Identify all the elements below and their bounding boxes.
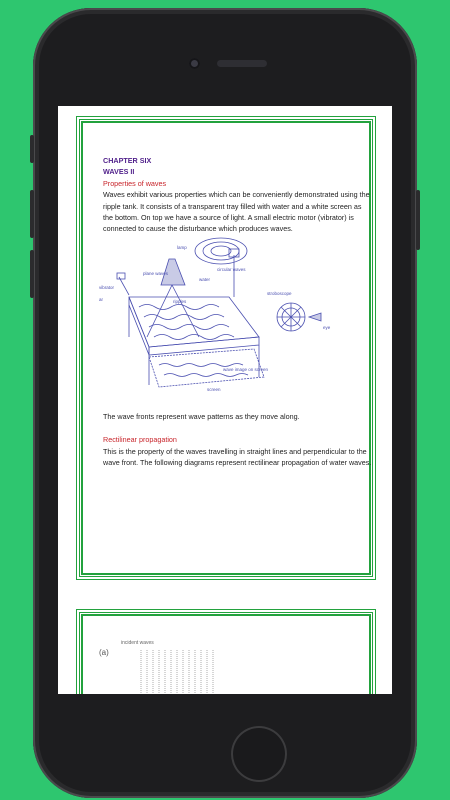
paragraph-wave-fronts: The wave fronts represent wave patterns as they move along. [103,412,300,421]
label-ar: ar [99,297,104,302]
incident-waves-diagram [121,638,231,694]
section-title: WAVES II [103,167,135,177]
label-circular-waves: circular waves [217,267,246,272]
label-incident-waves: incident waves [121,640,154,646]
figure-label-a: (a) [99,648,109,657]
heading-rectilinear: Rectilinear propagation [103,435,177,445]
volume-up-button[interactable] [30,190,34,238]
front-camera-icon [189,58,200,69]
chapter-label: CHAPTER SIX [103,156,152,165]
document-viewer[interactable] [58,106,392,694]
label-wave-image: wave image on screen [223,367,269,372]
paragraph-rectilinear: This is the property of the waves travelling in straight lines and perpendicular to the wave front. The following diagrams represent rectilinear propagation of water waves. [103,446,372,468]
label-screen: screen [207,387,221,392]
label-vibrator: vibrator [99,285,115,290]
label-stroboscope: stroboscope [267,291,292,296]
heading-properties: Properties of waves [103,178,167,188]
power-button[interactable] [416,190,420,250]
earpiece-speaker [217,60,267,67]
label-lamp: lamp [177,245,187,250]
document-page-2 [76,609,376,694]
label-ripples: ripples [173,299,187,304]
volume-down-button[interactable] [30,250,34,298]
document-page-1 [76,116,376,580]
page-content-lower [103,411,373,469]
home-button[interactable] [231,726,287,782]
paragraph-ripple-tank: Waves exhibit various properties which can be conveniently demonstrated using the ripple tank. It consists of a transparent tray filled with water and a white screen as the bottom. On top we have a source of light. A small electric motor (vibrator) is connected to cause the disturbance which produces waves. [103,190,370,234]
mute-switch[interactable] [30,135,34,163]
ripple-tank-diagram [99,237,339,397]
page-content [103,155,373,235]
label-plane-waves: plane waves [143,271,169,276]
label-water: water [199,277,211,282]
label-eye: eye [323,325,331,330]
